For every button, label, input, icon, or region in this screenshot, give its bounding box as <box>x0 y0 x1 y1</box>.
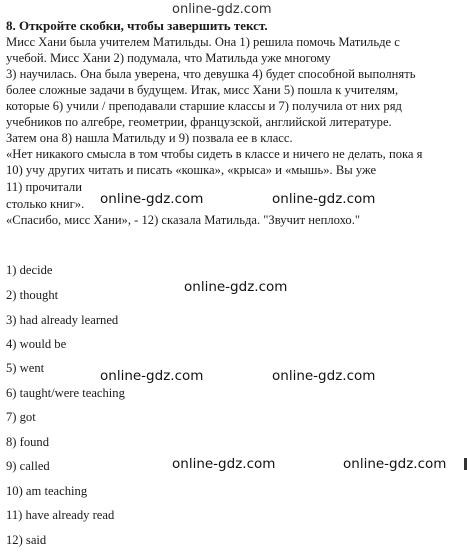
watermark: online-gdz.com <box>184 279 288 295</box>
text-line: 3) научилась. Она была уверена, что девушка 4) будет способной выполнять <box>6 67 416 81</box>
text-line: более сложные задачи в будущем. Итак, мисс Хани 5) пошла к учителям, <box>6 83 399 97</box>
watermark: online-gdz.com <box>100 191 204 207</box>
text-line: учебой. Мисс Хани 2) подумала, что Матильда уже многому <box>6 51 331 65</box>
answer-item: 10) am teaching <box>6 484 88 498</box>
answer-item: 7) got <box>6 410 36 424</box>
answer-item: 11) have already read <box>6 508 115 522</box>
answer-item: 2) thought <box>6 288 59 302</box>
text-line: «Нет никакого смысла в том чтобы сидеть в классе и ничего не делать, пока я <box>6 147 423 161</box>
text-line: учебников по алгебре, геометрии, французской, английской литературе. <box>6 115 392 129</box>
exercise-title: 8. Откройте скобки, чтобы завершить текст. <box>6 18 268 33</box>
watermark: online-gdz.com <box>100 368 204 384</box>
text-line: 11) прочитали <box>6 180 82 194</box>
text-line: «Спасибо, мисс Хани», - 12) сказала Матильда. "Звучит неплохо." <box>6 213 360 227</box>
watermark: online-gdz.com <box>172 456 276 472</box>
text-line: столько книг». <box>6 197 85 211</box>
watermark: online-gdz.com <box>272 191 376 207</box>
text-line: Затем она 8) нашла Матильду и 9) позвала ее в класс. <box>6 131 293 145</box>
answer-item: 4) would be <box>6 337 67 351</box>
answer-item: 8) found <box>6 435 50 449</box>
text-line: Мисс Хани была учителем Матильды. Она 1) решила помочь Матильде с <box>6 35 400 49</box>
watermark: online-gdz.com <box>272 368 376 384</box>
answer-item: 9) called <box>6 459 50 473</box>
answer-item: 3) had already learned <box>6 313 119 327</box>
watermark: online-gdz.com <box>343 456 447 472</box>
answer-item: 1) decide <box>6 263 53 277</box>
answer-item: 5) went <box>6 361 45 375</box>
text-line: которые 6) учили / преподавали старшие классы и 7) получила от них ряд <box>6 99 402 113</box>
text-line: 10) учу других читать и писать «кошка», «крыса» и «мышь». Вы уже <box>6 163 377 177</box>
watermark-top: online-gdz.com <box>172 2 272 17</box>
answer-item: 6) taught/were teaching <box>6 386 125 400</box>
answer-item: 12) said <box>6 533 47 547</box>
